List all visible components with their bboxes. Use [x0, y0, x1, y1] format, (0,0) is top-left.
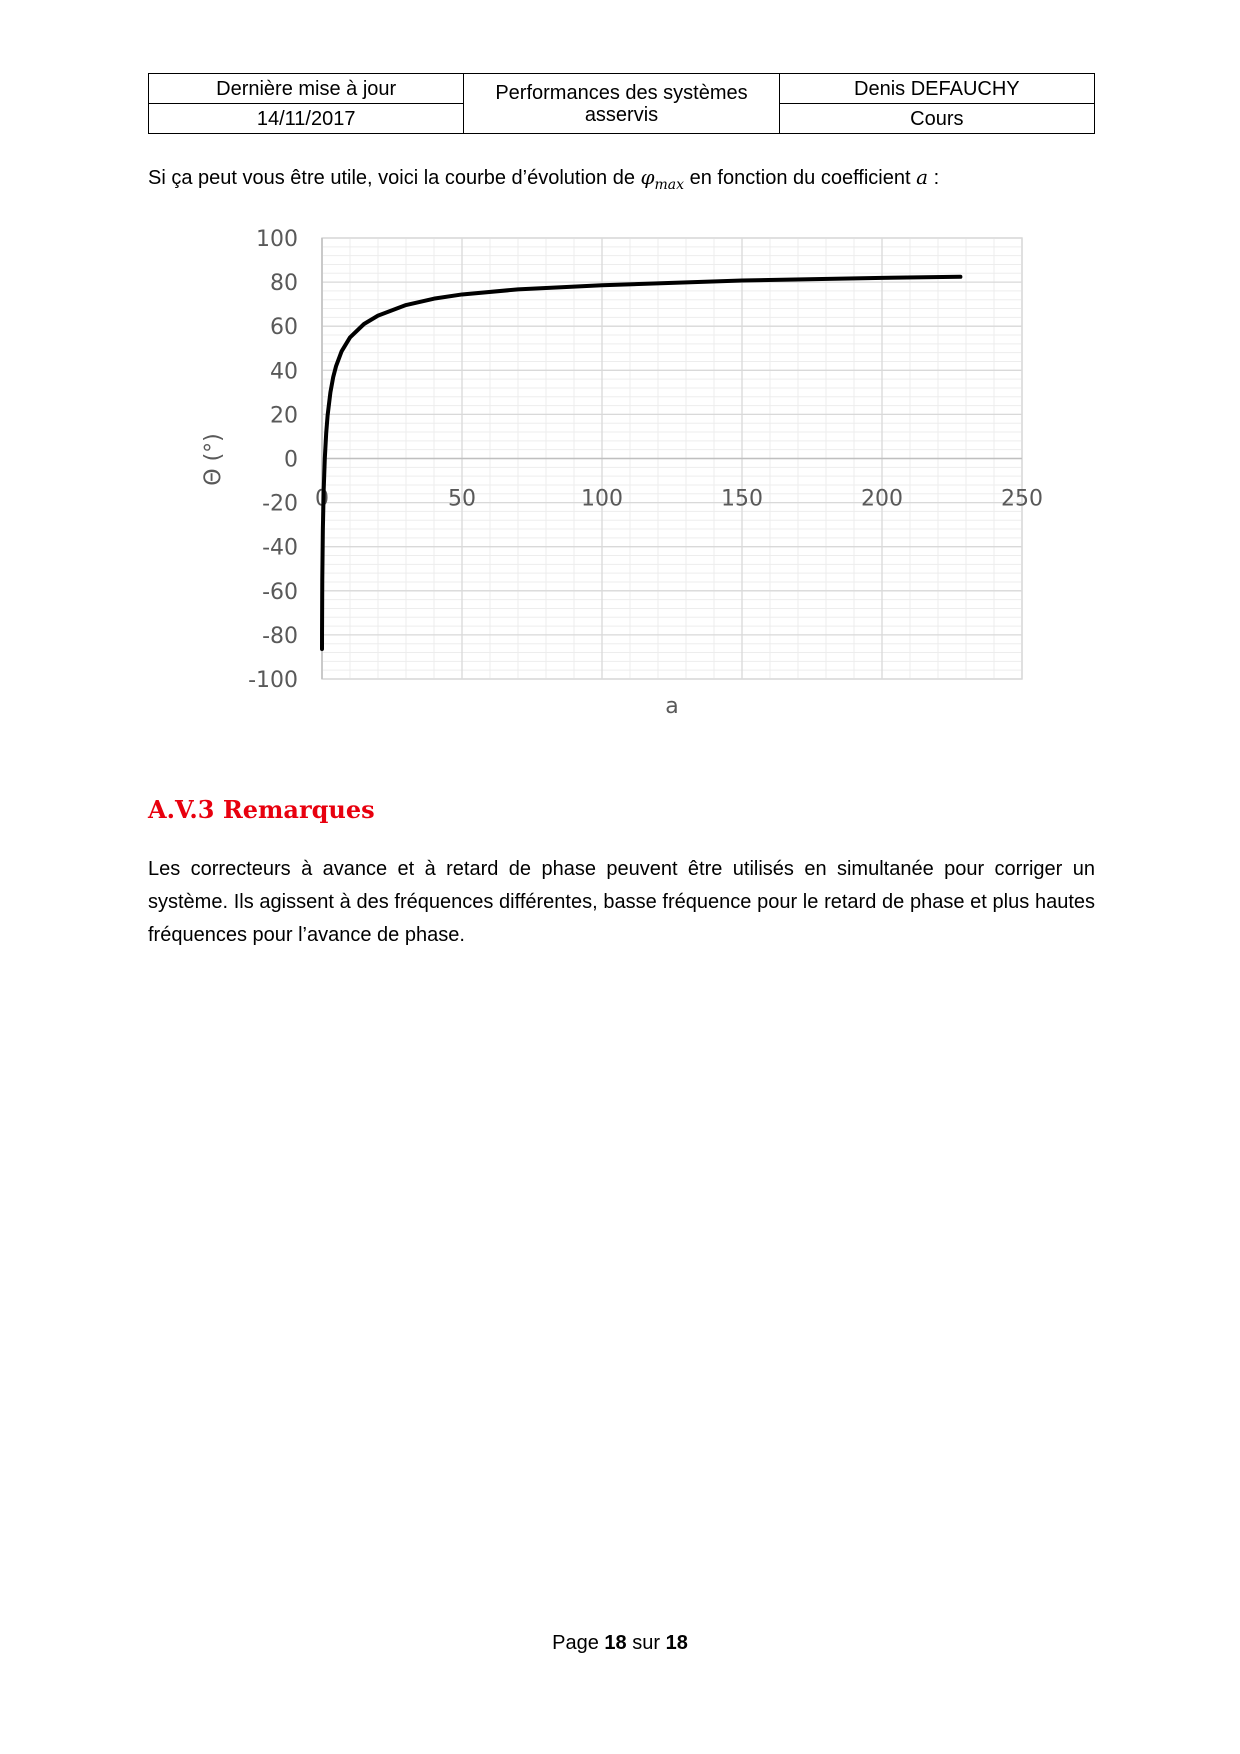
- phi-symbol: φ: [640, 165, 655, 189]
- phi-max-chart: [190, 215, 1050, 715]
- y-tick-label: 100: [256, 227, 298, 252]
- author: Denis DEFAUCHY: [779, 74, 1094, 104]
- y-tick-label: -60: [262, 579, 298, 605]
- intro-part-3: :: [928, 167, 940, 189]
- x-axis-title: a: [665, 694, 679, 715]
- phi-subscript: max: [654, 177, 685, 193]
- x-tick-label: 100: [581, 486, 623, 512]
- y-axis-title: Θ (°): [201, 433, 226, 486]
- document-title: Performances des systèmes asservis: [464, 74, 779, 134]
- intro-text: [148, 163, 1108, 199]
- page-number: 18: [604, 1632, 627, 1654]
- intro-part-1: Si ça peut vous être utile, voici la courbe d’évolution de: [148, 167, 641, 189]
- x-tick-label: 150: [721, 486, 763, 512]
- page-total: 18: [665, 1632, 688, 1654]
- y-tick-label: 20: [270, 403, 298, 429]
- y-tick-label: -80: [262, 623, 298, 649]
- x-tick-label: 0: [315, 486, 329, 512]
- remarks-paragraph: Les correcteurs à avance et à retard de phase peuvent être utilisés en simultanée pour corriger un système. Ils agissent à des fréquences différentes, basse fréquence pour le retard de phase et plus hautes fréquences pour l’avance de phase.: [148, 858, 1095, 946]
- update-date: 14/11/2017: [149, 104, 464, 134]
- x-tick-label: 50: [448, 486, 476, 512]
- header-table: [148, 73, 1095, 134]
- y-tick-label: 60: [270, 315, 298, 341]
- y-tick-label: 40: [270, 359, 298, 385]
- last-update-label: Dernière mise à jour: [149, 74, 464, 104]
- y-tick-label: -20: [262, 491, 298, 517]
- x-tick-label: 250: [1001, 486, 1043, 512]
- document-type: Cours: [779, 104, 1094, 134]
- x-tick-label: 200: [861, 486, 903, 512]
- y-tick-label: 80: [270, 271, 298, 297]
- y-tick-label: -40: [262, 535, 298, 561]
- page-of-label: sur: [632, 1632, 661, 1654]
- section-title: A.V.3 Remarques: [148, 795, 375, 824]
- variable-a: a: [916, 165, 929, 189]
- y-tick-label: -100: [248, 668, 298, 693]
- page-footer: [0, 1632, 1240, 1655]
- page-label: Page: [552, 1632, 599, 1654]
- y-tick-label: 0: [284, 447, 298, 473]
- intro-part-2: en fonction du coefficient: [684, 167, 917, 189]
